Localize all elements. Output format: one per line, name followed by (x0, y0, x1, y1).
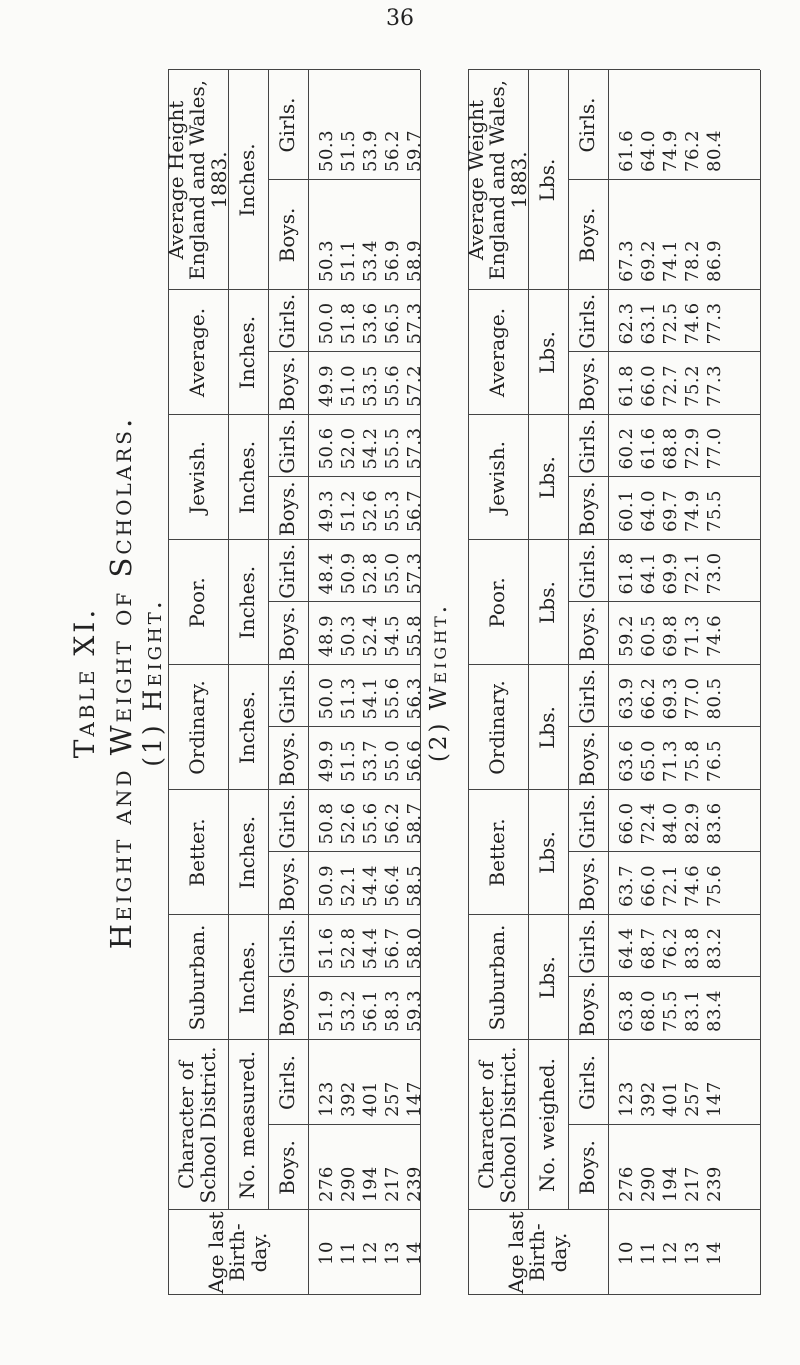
column-rule (468, 69, 760, 70)
table-bottom-rule (760, 70, 761, 1295)
girls-values: 50.0 51.8 53.6 56.5 57.3 (316, 302, 425, 345)
column-rule (468, 1294, 760, 1295)
unit-header: Lbs. (535, 456, 560, 499)
girls-values: 64.4 68.7 76.2 83.8 83.2 (616, 927, 725, 970)
height-table (163, 70, 425, 1295)
boys-values: 50.3 51.1 53.4 56.9 58.9 (316, 239, 425, 282)
girls-header: Girls. (575, 918, 600, 974)
boys-values: 61.8 66.0 72.7 75.2 77.3 (616, 364, 725, 407)
girls-values: 123 392 401 257 147 (616, 1081, 725, 1117)
boys-header: Boys. (575, 856, 600, 912)
boys-header: Boys. (575, 207, 600, 263)
boys-header: Boys. (575, 1140, 600, 1195)
boys-header: Boys. (275, 481, 300, 537)
boys-header: Boys. (275, 207, 300, 263)
girls-header: Girls. (575, 1055, 600, 1110)
girls-header: Girls. (575, 418, 600, 474)
girls-values: 66.0 72.4 84.0 82.9 83.6 (616, 802, 725, 845)
age-header: Age last Birth-day. (503, 1211, 571, 1294)
boys-header: Boys. (575, 356, 600, 412)
unit-header: Inches. (235, 143, 260, 217)
unit-header: Inches. (235, 565, 260, 640)
body-top-rule (308, 70, 309, 1295)
unit-header: Lbs. (535, 956, 560, 999)
age-values: 10 11 12 13 14 (316, 1241, 425, 1265)
boys-header: Boys. (575, 981, 600, 1037)
boys-values: 276 290 194 217 239 (316, 1166, 425, 1202)
unit-header: Lbs. (535, 581, 560, 624)
group-header: Suburban. (485, 924, 510, 1031)
boys-values: 60.1 64.0 69.7 74.9 75.5 (616, 489, 725, 532)
unit-header: Lbs. (535, 158, 560, 202)
girls-header: Girls. (275, 97, 300, 153)
group-header: Jewish. (185, 441, 210, 514)
table-title: Table XI. (68, 606, 101, 759)
section-height-title: (1) Height. (138, 598, 167, 767)
girls-header: Girls. (575, 793, 600, 849)
boys-header: Boys. (575, 481, 600, 537)
girls-header: Girls. (275, 543, 300, 599)
boys-values: 63.6 65.0 71.3 75.8 76.5 (616, 739, 725, 782)
unit-header: Inches. (235, 315, 260, 390)
girls-values: 63.9 66.2 69.3 77.0 80.5 (616, 677, 725, 720)
boys-values: 63.7 66.0 72.1 74.6 75.6 (616, 864, 725, 907)
boys-header: Boys. (275, 1140, 300, 1195)
group-header: Poor. (185, 577, 210, 628)
boys-header: Boys. (275, 731, 300, 787)
group-header: Ordinary. (485, 680, 510, 775)
boys-header: Boys. (575, 731, 600, 787)
group-header: Average. (185, 307, 210, 398)
girls-values: 50.8 52.6 55.6 56.2 58.7 (316, 802, 425, 845)
boys-values: 48.9 50.3 52.4 54.5 55.8 (316, 614, 425, 657)
girls-header: Girls. (575, 293, 600, 349)
girls-header: Girls. (575, 97, 600, 153)
unit-header: No. measured. (235, 1050, 260, 1200)
girls-values: 61.8 64.1 69.9 72.1 73.0 (616, 552, 725, 595)
girls-values: 50.3 51.5 53.9 56.2 59.7 (316, 129, 425, 172)
boys-values: 276 290 194 217 239 (616, 1166, 725, 1202)
girls-header: Girls. (575, 668, 600, 724)
girls-header: Girls. (275, 1055, 300, 1110)
boys-header: Boys. (275, 356, 300, 412)
group-header: Average Height England and Wales, 1883. (163, 79, 231, 281)
unit-header: Inches. (235, 815, 260, 890)
group-header: Average Weight England and Wales, 1883. (463, 79, 531, 281)
girls-values: 61.6 64.0 74.9 76.2 80.4 (616, 129, 725, 172)
boys-header: Boys. (275, 981, 300, 1037)
group-header: Character of School District. (174, 1046, 220, 1204)
boys-header: Boys. (575, 606, 600, 662)
section-weight-title: (2) Weight. (426, 602, 452, 763)
boys-values: 49.9 51.0 53.5 55.6 57.2 (316, 364, 425, 407)
girls-values: 62.3 63.1 72.5 74.6 77.3 (616, 302, 725, 345)
boys-values: 67.3 69.2 74.1 78.2 86.9 (616, 239, 725, 282)
girls-values: 51.6 52.8 54.4 56.7 58.0 (316, 927, 425, 970)
age-header: Age last Birth-day. (203, 1211, 271, 1294)
group-header: Average. (485, 307, 510, 398)
column-rule (168, 1294, 420, 1295)
unit-header: Lbs. (535, 706, 560, 749)
unit-header: Inches. (235, 940, 260, 1015)
girls-values: 50.0 51.3 54.1 55.6 56.3 (316, 677, 425, 720)
group-header: Character of School District. (474, 1046, 520, 1204)
group-header: Jewish. (485, 441, 510, 514)
unit-header: No. weighed. (535, 1058, 560, 1192)
weight-table (463, 70, 760, 1295)
boys-values: 49.9 51.5 53.7 55.0 56.6 (316, 739, 425, 782)
girls-header: Girls. (275, 918, 300, 974)
boys-header: Boys. (275, 856, 300, 912)
unit-header: Lbs. (535, 331, 560, 374)
page-number: 36 (386, 6, 414, 31)
boys-values: 51.9 53.2 56.1 58.3 59.3 (316, 989, 425, 1032)
boys-values: 49.3 51.2 52.6 55.3 56.7 (316, 489, 425, 532)
body-top-rule (608, 70, 609, 1295)
group-header: Better. (485, 818, 510, 887)
girls-header: Girls. (275, 293, 300, 349)
girls-values: 123 392 401 257 147 (316, 1081, 425, 1117)
girls-header: Girls. (275, 418, 300, 474)
group-header: Poor. (485, 577, 510, 628)
girls-header: Girls. (575, 543, 600, 599)
unit-header: Inches. (235, 690, 260, 765)
girls-header: Girls. (275, 668, 300, 724)
group-header: Suburban. (185, 924, 210, 1031)
unit-header: Lbs. (535, 831, 560, 874)
column-rule (168, 69, 420, 70)
boys-values: 50.9 52.1 54.4 56.4 58.5 (316, 864, 425, 907)
group-header: Better. (185, 818, 210, 887)
group-header: Ordinary. (185, 680, 210, 775)
table-subtitle: Height and Weight of Scholars. (104, 415, 138, 950)
boys-values: 63.8 68.0 75.5 83.1 83.4 (616, 989, 725, 1032)
girls-header: Girls. (275, 793, 300, 849)
age-values: 10 11 12 13 14 (616, 1241, 725, 1265)
girls-values: 60.2 61.6 68.8 72.9 77.0 (616, 427, 725, 470)
boys-values: 59.2 60.5 69.8 71.3 74.6 (616, 614, 725, 657)
unit-header: Inches. (235, 440, 260, 515)
girls-values: 50.6 52.0 54.2 55.5 57.3 (316, 427, 425, 470)
boys-header: Boys. (275, 606, 300, 662)
girls-values: 48.4 50.9 52.8 55.0 57.3 (316, 552, 425, 595)
